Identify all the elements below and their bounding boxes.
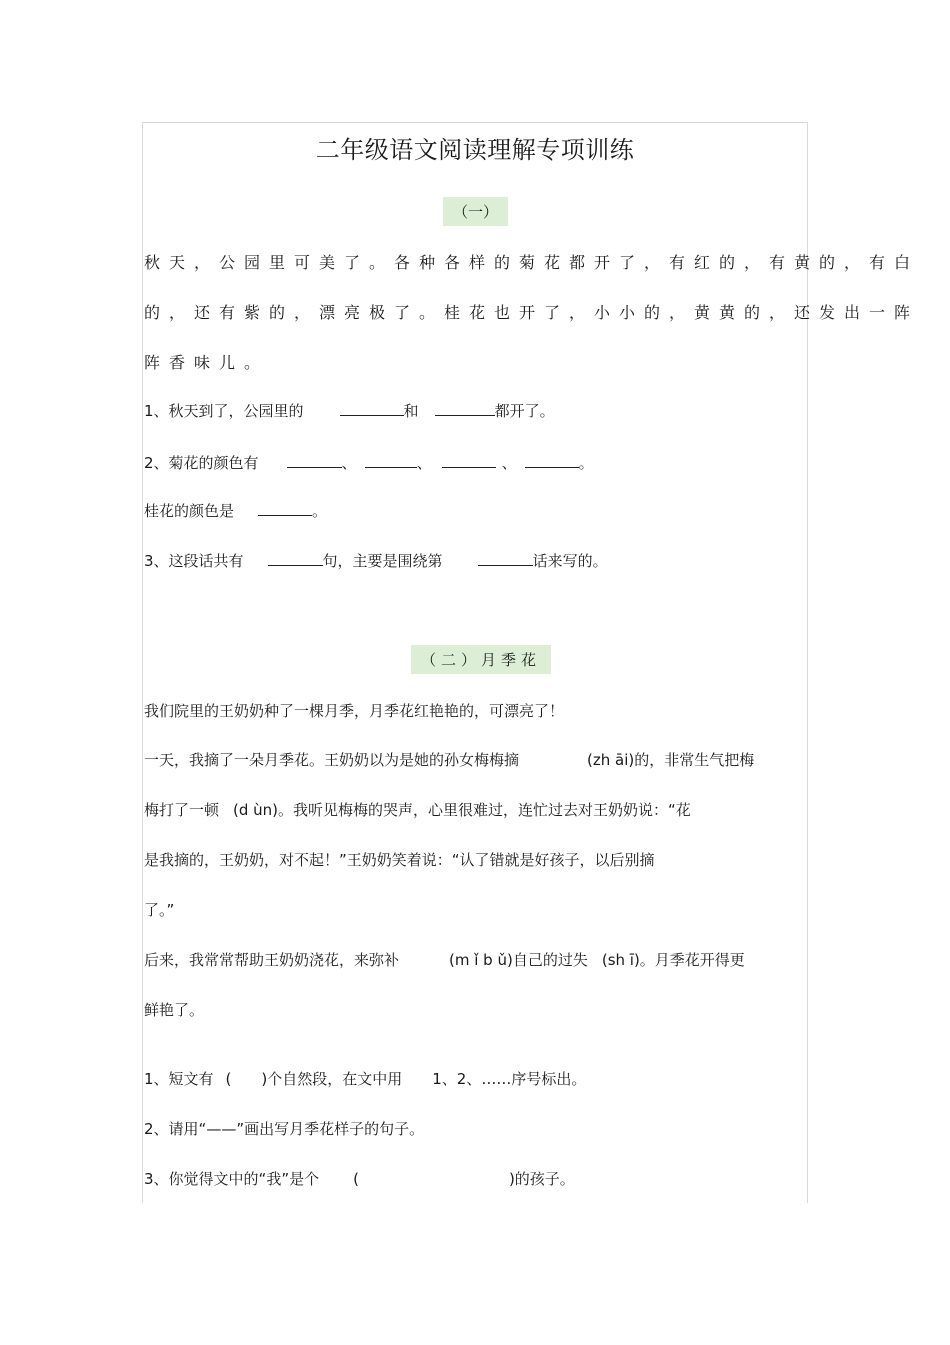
question-text: 句，主要是围绕第 — [322, 552, 443, 570]
pinyin-note: (sh ī)。月季花开得更 — [601, 951, 745, 969]
question-text: 话来写的。 — [532, 552, 608, 570]
question-text: 都开了。 — [494, 402, 555, 420]
question-text: 3、这段话共有 — [144, 552, 244, 570]
answer-blank[interactable] — [365, 453, 417, 468]
passage-2-line-1: 我们院里的王奶奶种了一棵月季，月季花红艳艳的，可漂亮了！ — [144, 702, 565, 720]
question-2-3 — [144, 1168, 575, 1189]
separator: 、 — [341, 454, 357, 472]
question-text: 和 — [403, 402, 419, 420]
separator: 。 — [578, 454, 594, 472]
answer-blank[interactable] — [525, 453, 579, 468]
question-text: 1、秋天到了，公园里的 — [144, 402, 304, 420]
section-2-heading: （二）月季花 — [411, 645, 551, 674]
answer-blank[interactable] — [258, 501, 312, 516]
paren: ( — [225, 1070, 232, 1088]
passage-2-line-3 — [144, 799, 691, 820]
question-text: 3、你觉得文中的“我”是个 — [144, 1170, 320, 1188]
pinyin-note: (d ùn)。我听见梅梅的哭声，心里很难过，连忙过去对王奶奶说：“花 — [233, 801, 691, 819]
separator: 、 — [501, 454, 517, 472]
answer-blank[interactable] — [268, 551, 323, 566]
answer-blank[interactable] — [340, 401, 404, 416]
pinyin-note: (m ǐ b ǔ)自己的过失 — [449, 951, 588, 969]
question-2-2: 2、请用“——”画出写月季花样子的句子。 — [144, 1120, 425, 1138]
passage-1-line-3: 阵香味儿。 — [144, 353, 270, 372]
passage-1-line-1: 秋天，公园里可美了。各种各样的菊花都开了，有红的，有黄的，有白 — [144, 253, 920, 272]
question-1-1 — [144, 400, 555, 421]
passage-2-line-5: 了。” — [144, 901, 175, 919]
answer-blank[interactable] — [359, 1170, 509, 1184]
question-1-2 — [144, 452, 594, 473]
question-text: 2、菊花的颜色有 — [144, 454, 259, 472]
question-2-1 — [144, 1068, 586, 1089]
question-text: 1、2、……序号标出。 — [432, 1070, 587, 1088]
answer-blank[interactable] — [442, 453, 496, 468]
answer-blank[interactable] — [287, 453, 342, 468]
separator: 。 — [312, 502, 328, 520]
question-text: 桂花的颜色是 — [144, 502, 235, 520]
section-1-heading: （一） — [443, 197, 508, 226]
separator: 、 — [416, 454, 432, 472]
question-1-3 — [144, 550, 608, 571]
question-1-2b — [144, 500, 327, 521]
passage-text: 后来，我常常帮助王奶奶浇花，来弥补 — [144, 951, 400, 969]
answer-blank[interactable] — [231, 1070, 261, 1084]
passage-2-line-7: 鲜艳了。 — [144, 1001, 205, 1019]
pinyin-note: (zh āi)的，非常生气把梅 — [587, 751, 755, 769]
passage-1-line-2: 的，还有紫的，漂亮极了。桂花也开了，小小的，黄黄的，还发出一阵 — [144, 303, 920, 322]
passage-2-line-6 — [144, 949, 745, 970]
question-text: 1、短文有 — [144, 1070, 214, 1088]
question-text: )个自然段，在文中用 — [261, 1070, 403, 1088]
passage-2-line-2 — [144, 749, 754, 770]
passage-text: 梅打了一顿 — [144, 801, 220, 819]
passage-text: 一天，我摘了一朵月季花。王奶奶以为是她的孙女梅梅摘 — [144, 751, 520, 769]
answer-blank[interactable] — [478, 551, 533, 566]
paren: ( — [353, 1170, 359, 1188]
question-text: )的孩子。 — [508, 1170, 575, 1188]
answer-blank[interactable] — [435, 401, 495, 416]
page-title: 二年级语文阅读理解专项训练 — [315, 136, 635, 164]
passage-2-line-4: 是我摘的，王奶奶，对不起！”王奶奶笑着说：“认了错就是好孩子，以后别摘 — [144, 851, 655, 869]
